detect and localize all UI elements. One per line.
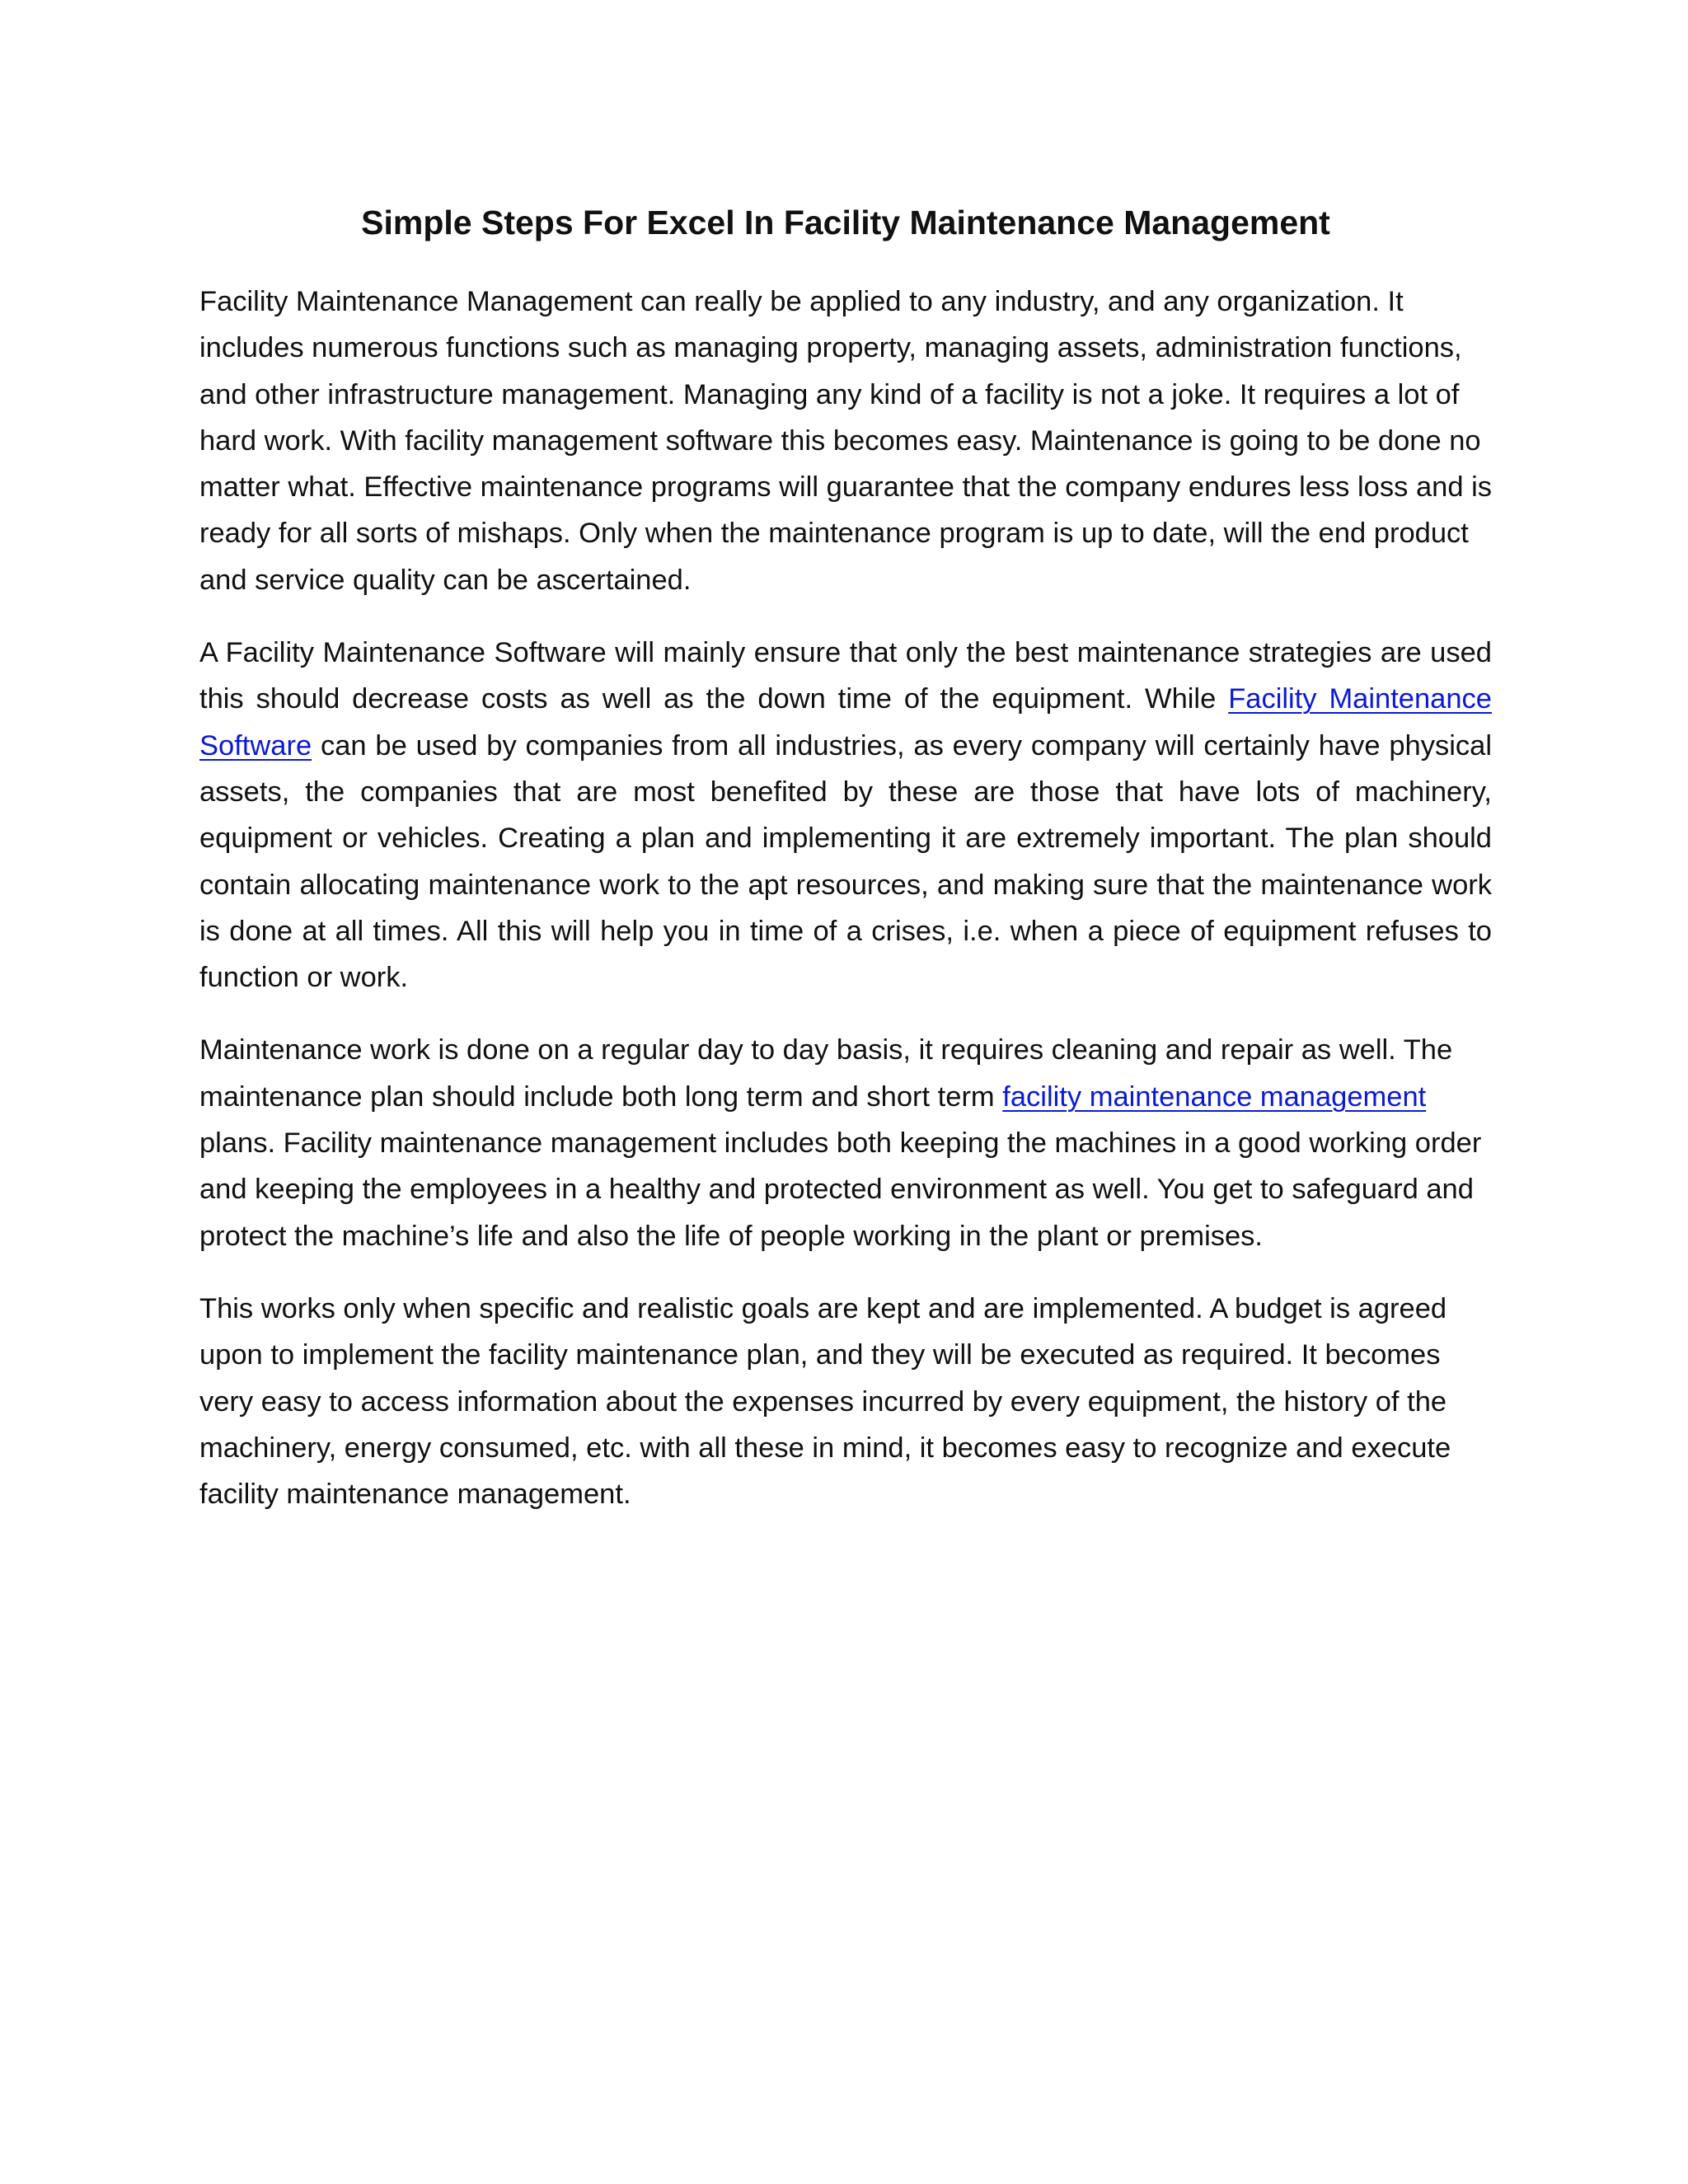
- paragraph-maintenance-work: [199, 1027, 1492, 1258]
- paragraph-maintenance-text-end: plans. Facility maintenance management includes both keeping the machines in a good working order and keeping the employees in a healthy and protected environment as well. You get to safeguard and protect the machine’s life and also the life of people working in the plant or premises.: [199, 1127, 1482, 1252]
- paragraph-maintenance-text-start: Maintenance work is done on a regular day to day basis, it requires cleaning and repair as well. The maintenance plan should include both long term and short term: [199, 1034, 1453, 1113]
- document-title: Simple Steps For Excel In Facility Maintenance Management: [361, 204, 1330, 241]
- paragraph-software: [199, 630, 1492, 1001]
- paragraph-software-text-end: can be used by companies from all industries, as every company will certainly have physical assets, the companies that are most benefited by these are those that have lots of machinery, equipment or vehicles. Creating a plan and implementing it are extremely important. The plan should contain allocating maintenance work to the apt resources, and making sure that the maintenance work is done at all times. All this will help you in time of a crises, i.e. when a piece of equipment refuses to function or work.: [199, 729, 1492, 994]
- document-body: [199, 198, 1492, 1544]
- paragraph-goals: This works only when specific and realistic goals are kept and are implemented. A budget is agreed upon to implement the facility maintenance plan, and they will be executed as required. It becomes very easy to access information about the expenses incurred by every equipment, the history of the machinery, energy consumed, etc. with all these in mind, it becomes easy to recognize and execute facility maintenance management.: [199, 1292, 1451, 1511]
- facility-maintenance-management-link[interactable]: facility maintenance management: [1002, 1080, 1427, 1113]
- paragraph-software-text-start: A Facility Maintenance Software will mainly ensure that only the best maintenance strategies are used this should decrease costs as well as the down time of the equipment. While: [199, 637, 1492, 715]
- facility-maintenance-software-link[interactable]: Facility Maintenance Software: [199, 683, 1492, 762]
- paragraph-intro: Facility Maintenance Management can really be applied to any industry, and any organization. It includes numerous functions such as managing property, managing assets, administration functions, and other infrastructure management. Managing any kind of a facility is not a joke. It requires a lot of hard work. With facility management software this becomes easy. Maintenance is going to be done no matter what. Effective maintenance programs will guarantee that the company endures less loss and is ready for all sorts of mishaps. Only when the maintenance program is up to date, will the end product and service quality can be ascertained.: [199, 286, 1493, 596]
